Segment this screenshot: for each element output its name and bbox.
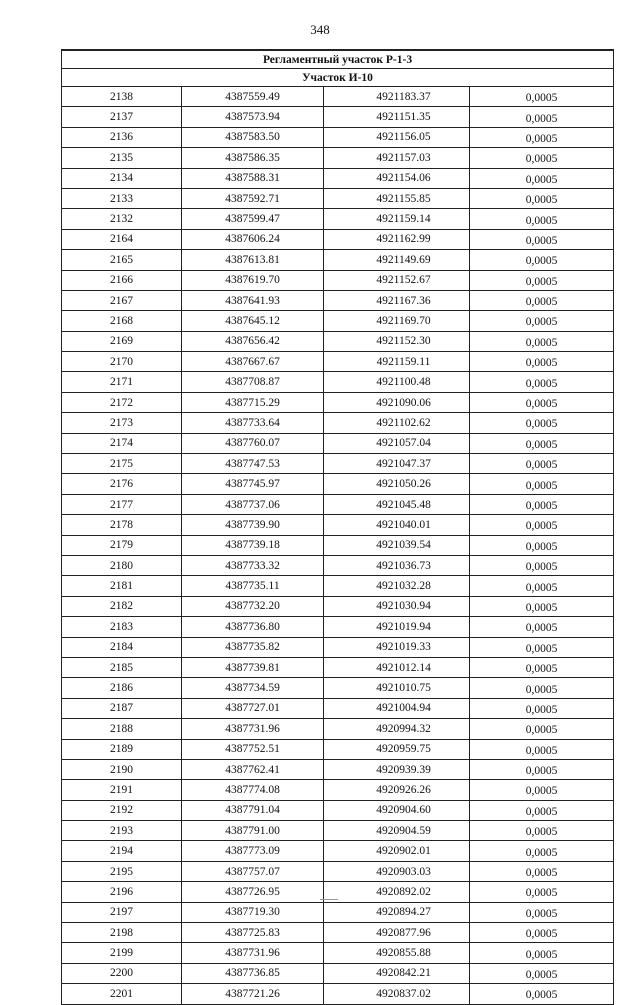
area-cell: 0,0005 [470,984,614,1004]
x-coordinate-cell: 4387732.20 [182,596,324,616]
point-number-cell: 2134 [62,168,182,188]
x-coordinate-cell: 4387645.12 [182,311,324,331]
table-row [62,270,614,290]
y-coordinate-cell: 4921159.11 [324,352,470,372]
area-cell: 0,0005 [470,87,614,107]
y-coordinate-cell: 4920837.02 [324,984,470,1004]
area-cell: 0,0005 [470,311,614,331]
y-coordinate-cell: 4921157.03 [324,148,470,168]
scan-mark [320,899,338,904]
table-row [62,127,614,147]
x-coordinate-cell: 4387757.07 [182,861,324,881]
x-coordinate-cell: 4387726.95 [182,882,324,902]
area-cell: 0,0005 [470,168,614,188]
x-coordinate-cell: 4387592.71 [182,188,324,208]
area-cell: 0,0005 [470,963,614,983]
area-cell: 0,0005 [470,352,614,372]
table-row [62,311,614,331]
area-cell: 0,0005 [470,923,614,943]
area-cell: 0,0005 [470,372,614,392]
area-cell: 0,0005 [470,555,614,575]
y-coordinate-cell: 4921045.48 [324,494,470,514]
table-row [62,474,614,494]
x-coordinate-cell: 4387731.96 [182,719,324,739]
table-row [62,535,614,555]
y-coordinate-cell: 4921162.99 [324,229,470,249]
y-coordinate-cell: 4921090.06 [324,392,470,412]
x-coordinate-cell: 4387737.06 [182,494,324,514]
area-cell: 0,0005 [470,617,614,637]
y-coordinate-cell: 4921183.37 [324,87,470,107]
y-coordinate-cell: 4921010.75 [324,678,470,698]
table-row [62,657,614,677]
point-number-cell: 2175 [62,454,182,474]
x-coordinate-cell: 4387733.64 [182,413,324,433]
point-number-cell: 2169 [62,331,182,351]
area-cell: 0,0005 [470,392,614,412]
point-number-cell: 2138 [62,87,182,107]
x-coordinate-cell: 4387739.81 [182,657,324,677]
y-coordinate-cell: 4920994.32 [324,719,470,739]
table-subtitle: Участок И-10 [62,69,614,87]
y-coordinate-cell: 4921050.26 [324,474,470,494]
point-number-cell: 2170 [62,352,182,372]
y-coordinate-cell: 4921154.06 [324,168,470,188]
point-number-cell: 2193 [62,821,182,841]
area-cell: 0,0005 [470,127,614,147]
x-coordinate-cell: 4387588.31 [182,168,324,188]
y-coordinate-cell: 4921151.35 [324,107,470,127]
table-row [62,984,614,1004]
y-coordinate-cell: 4920926.26 [324,780,470,800]
y-coordinate-cell: 4920904.60 [324,800,470,820]
point-number-cell: 2133 [62,188,182,208]
y-coordinate-cell: 4921155.85 [324,188,470,208]
point-number-cell: 2174 [62,433,182,453]
x-coordinate-cell: 4387747.53 [182,454,324,474]
table-row [62,617,614,637]
y-coordinate-cell: 4921039.54 [324,535,470,555]
x-coordinate-cell: 4387735.11 [182,576,324,596]
point-number-cell: 2199 [62,943,182,963]
y-coordinate-cell: 4921100.48 [324,372,470,392]
point-number-cell: 2171 [62,372,182,392]
area-cell: 0,0005 [470,413,614,433]
y-coordinate-cell: 4921012.14 [324,657,470,677]
x-coordinate-cell: 4387736.80 [182,617,324,637]
y-coordinate-cell: 4921030.94 [324,596,470,616]
point-number-cell: 2195 [62,861,182,881]
table-row [62,168,614,188]
y-coordinate-cell: 4920904.59 [324,821,470,841]
point-number-cell: 2135 [62,148,182,168]
x-coordinate-cell: 4387752.51 [182,739,324,759]
table-row [62,413,614,433]
point-number-cell: 2188 [62,719,182,739]
x-coordinate-cell: 4387733.32 [182,555,324,575]
table-row [62,576,614,596]
x-coordinate-cell: 4387619.70 [182,270,324,290]
table-row [62,698,614,718]
x-coordinate-cell: 4387734.59 [182,678,324,698]
point-number-cell: 2168 [62,311,182,331]
area-cell: 0,0005 [470,474,614,494]
table-row [62,290,614,310]
point-number-cell: 2181 [62,576,182,596]
area-cell: 0,0005 [470,250,614,270]
y-coordinate-cell: 4920855.88 [324,943,470,963]
x-coordinate-cell: 4387760.07 [182,433,324,453]
area-cell: 0,0005 [470,209,614,229]
x-coordinate-cell: 4387613.81 [182,250,324,270]
point-number-cell: 2190 [62,759,182,779]
y-coordinate-cell: 4921169.70 [324,311,470,331]
point-number-cell: 2187 [62,698,182,718]
y-coordinate-cell: 4920842.21 [324,963,470,983]
table-row [62,454,614,474]
table-title-row [62,50,614,69]
x-coordinate-cell: 4387715.29 [182,392,324,412]
table-row [62,637,614,657]
y-coordinate-cell: 4921102.62 [324,413,470,433]
area-cell: 0,0005 [470,902,614,922]
table-row [62,780,614,800]
y-coordinate-cell: 4920894.27 [324,902,470,922]
x-coordinate-cell: 4387573.94 [182,107,324,127]
table-row [62,148,614,168]
x-coordinate-cell: 4387735.82 [182,637,324,657]
table-row [62,515,614,535]
point-number-cell: 2137 [62,107,182,127]
table-row [62,719,614,739]
x-coordinate-cell: 4387586.35 [182,148,324,168]
area-cell: 0,0005 [470,657,614,677]
area-cell: 0,0005 [470,270,614,290]
x-coordinate-cell: 4387606.24 [182,229,324,249]
y-coordinate-cell: 4921004.94 [324,698,470,718]
table-row [62,555,614,575]
point-number-cell: 2194 [62,841,182,861]
x-coordinate-cell: 4387739.18 [182,535,324,555]
point-number-cell: 2165 [62,250,182,270]
point-number-cell: 2198 [62,923,182,943]
x-coordinate-cell: 4387725.83 [182,923,324,943]
x-coordinate-cell: 4387641.93 [182,290,324,310]
area-cell: 0,0005 [470,229,614,249]
y-coordinate-cell: 4920959.75 [324,739,470,759]
table-row [62,821,614,841]
area-cell: 0,0005 [470,780,614,800]
y-coordinate-cell: 4921036.73 [324,555,470,575]
x-coordinate-cell: 4387599.47 [182,209,324,229]
table-row [62,433,614,453]
point-number-cell: 2132 [62,209,182,229]
area-cell: 0,0005 [470,821,614,841]
area-cell: 0,0005 [470,719,614,739]
table-row [62,841,614,861]
point-number-cell: 2179 [62,535,182,555]
point-number-cell: 2166 [62,270,182,290]
x-coordinate-cell: 4387736.85 [182,963,324,983]
y-coordinate-cell: 4921040.01 [324,515,470,535]
y-coordinate-cell: 4921019.33 [324,637,470,657]
area-cell: 0,0005 [470,576,614,596]
table-row [62,250,614,270]
point-number-cell: 2185 [62,657,182,677]
x-coordinate-cell: 4387727.01 [182,698,324,718]
x-coordinate-cell: 4387667.67 [182,352,324,372]
table-row [62,229,614,249]
y-coordinate-cell: 4921159.14 [324,209,470,229]
point-number-cell: 2177 [62,494,182,514]
area-cell: 0,0005 [470,841,614,861]
coordinates-table [61,49,614,1005]
x-coordinate-cell: 4387719.30 [182,902,324,922]
y-coordinate-cell: 4920892.02 [324,882,470,902]
table-row [62,902,614,922]
y-coordinate-cell: 4921152.30 [324,331,470,351]
point-number-cell: 2136 [62,127,182,147]
y-coordinate-cell: 4920902.01 [324,841,470,861]
area-cell: 0,0005 [470,148,614,168]
table-row [62,963,614,983]
x-coordinate-cell: 4387559.49 [182,87,324,107]
y-coordinate-cell: 4920903.03 [324,861,470,881]
area-cell: 0,0005 [470,637,614,657]
area-cell: 0,0005 [470,596,614,616]
point-number-cell: 2182 [62,596,182,616]
table-row [62,678,614,698]
table-title: Регламентный участок Р-1-3 [62,50,614,69]
table-row [62,209,614,229]
table-subtitle-row [62,69,614,87]
area-cell: 0,0005 [470,739,614,759]
area-cell: 0,0005 [470,433,614,453]
table-row [62,87,614,107]
point-number-cell: 2197 [62,902,182,922]
y-coordinate-cell: 4921019.94 [324,617,470,637]
area-cell: 0,0005 [470,188,614,208]
point-number-cell: 2184 [62,637,182,657]
y-coordinate-cell: 4921047.37 [324,454,470,474]
x-coordinate-cell: 4387745.97 [182,474,324,494]
area-cell: 0,0005 [470,535,614,555]
x-coordinate-cell: 4387791.00 [182,821,324,841]
y-coordinate-cell: 4921156.05 [324,127,470,147]
area-cell: 0,0005 [470,494,614,514]
area-cell: 0,0005 [470,759,614,779]
x-coordinate-cell: 4387583.50 [182,127,324,147]
table-row [62,188,614,208]
x-coordinate-cell: 4387762.41 [182,759,324,779]
table-row [62,352,614,372]
area-cell: 0,0005 [470,943,614,963]
area-cell: 0,0005 [470,331,614,351]
point-number-cell: 2164 [62,229,182,249]
point-number-cell: 2201 [62,984,182,1004]
point-number-cell: 2192 [62,800,182,820]
table-row [62,923,614,943]
point-number-cell: 2172 [62,392,182,412]
x-coordinate-cell: 4387721.26 [182,984,324,1004]
y-coordinate-cell: 4920939.39 [324,759,470,779]
x-coordinate-cell: 4387656.42 [182,331,324,351]
table-row [62,800,614,820]
table-row [62,331,614,351]
point-number-cell: 2167 [62,290,182,310]
area-cell: 0,0005 [470,107,614,127]
area-cell: 0,0005 [470,678,614,698]
area-cell: 0,0005 [470,454,614,474]
y-coordinate-cell: 4921152.67 [324,270,470,290]
area-cell: 0,0005 [470,861,614,881]
y-coordinate-cell: 4921167.36 [324,290,470,310]
x-coordinate-cell: 4387791.04 [182,800,324,820]
table-row [62,596,614,616]
y-coordinate-cell: 4921149.69 [324,250,470,270]
point-number-cell: 2183 [62,617,182,637]
point-number-cell: 2178 [62,515,182,535]
table-row [62,392,614,412]
point-number-cell: 2186 [62,678,182,698]
point-number-cell: 2180 [62,555,182,575]
point-number-cell: 2196 [62,882,182,902]
table-row [62,943,614,963]
x-coordinate-cell: 4387774.08 [182,780,324,800]
table-row [62,107,614,127]
point-number-cell: 2176 [62,474,182,494]
x-coordinate-cell: 4387739.90 [182,515,324,535]
area-cell: 0,0005 [470,698,614,718]
table-row [62,372,614,392]
x-coordinate-cell: 4387773.09 [182,841,324,861]
table-row [62,494,614,514]
area-cell: 0,0005 [470,882,614,902]
point-number-cell: 2191 [62,780,182,800]
area-cell: 0,0005 [470,800,614,820]
area-cell: 0,0005 [470,515,614,535]
y-coordinate-cell: 4920877.96 [324,923,470,943]
y-coordinate-cell: 4921057.04 [324,433,470,453]
area-cell: 0,0005 [470,290,614,310]
table-row [62,739,614,759]
table-row [62,861,614,881]
x-coordinate-cell: 4387708.87 [182,372,324,392]
x-coordinate-cell: 4387731.96 [182,943,324,963]
table-row [62,759,614,779]
table-body [62,50,614,1004]
point-number-cell: 2189 [62,739,182,759]
page-number: 348 [310,22,330,37]
y-coordinate-cell: 4921032.28 [324,576,470,596]
point-number-cell: 2173 [62,413,182,433]
point-number-cell: 2200 [62,963,182,983]
